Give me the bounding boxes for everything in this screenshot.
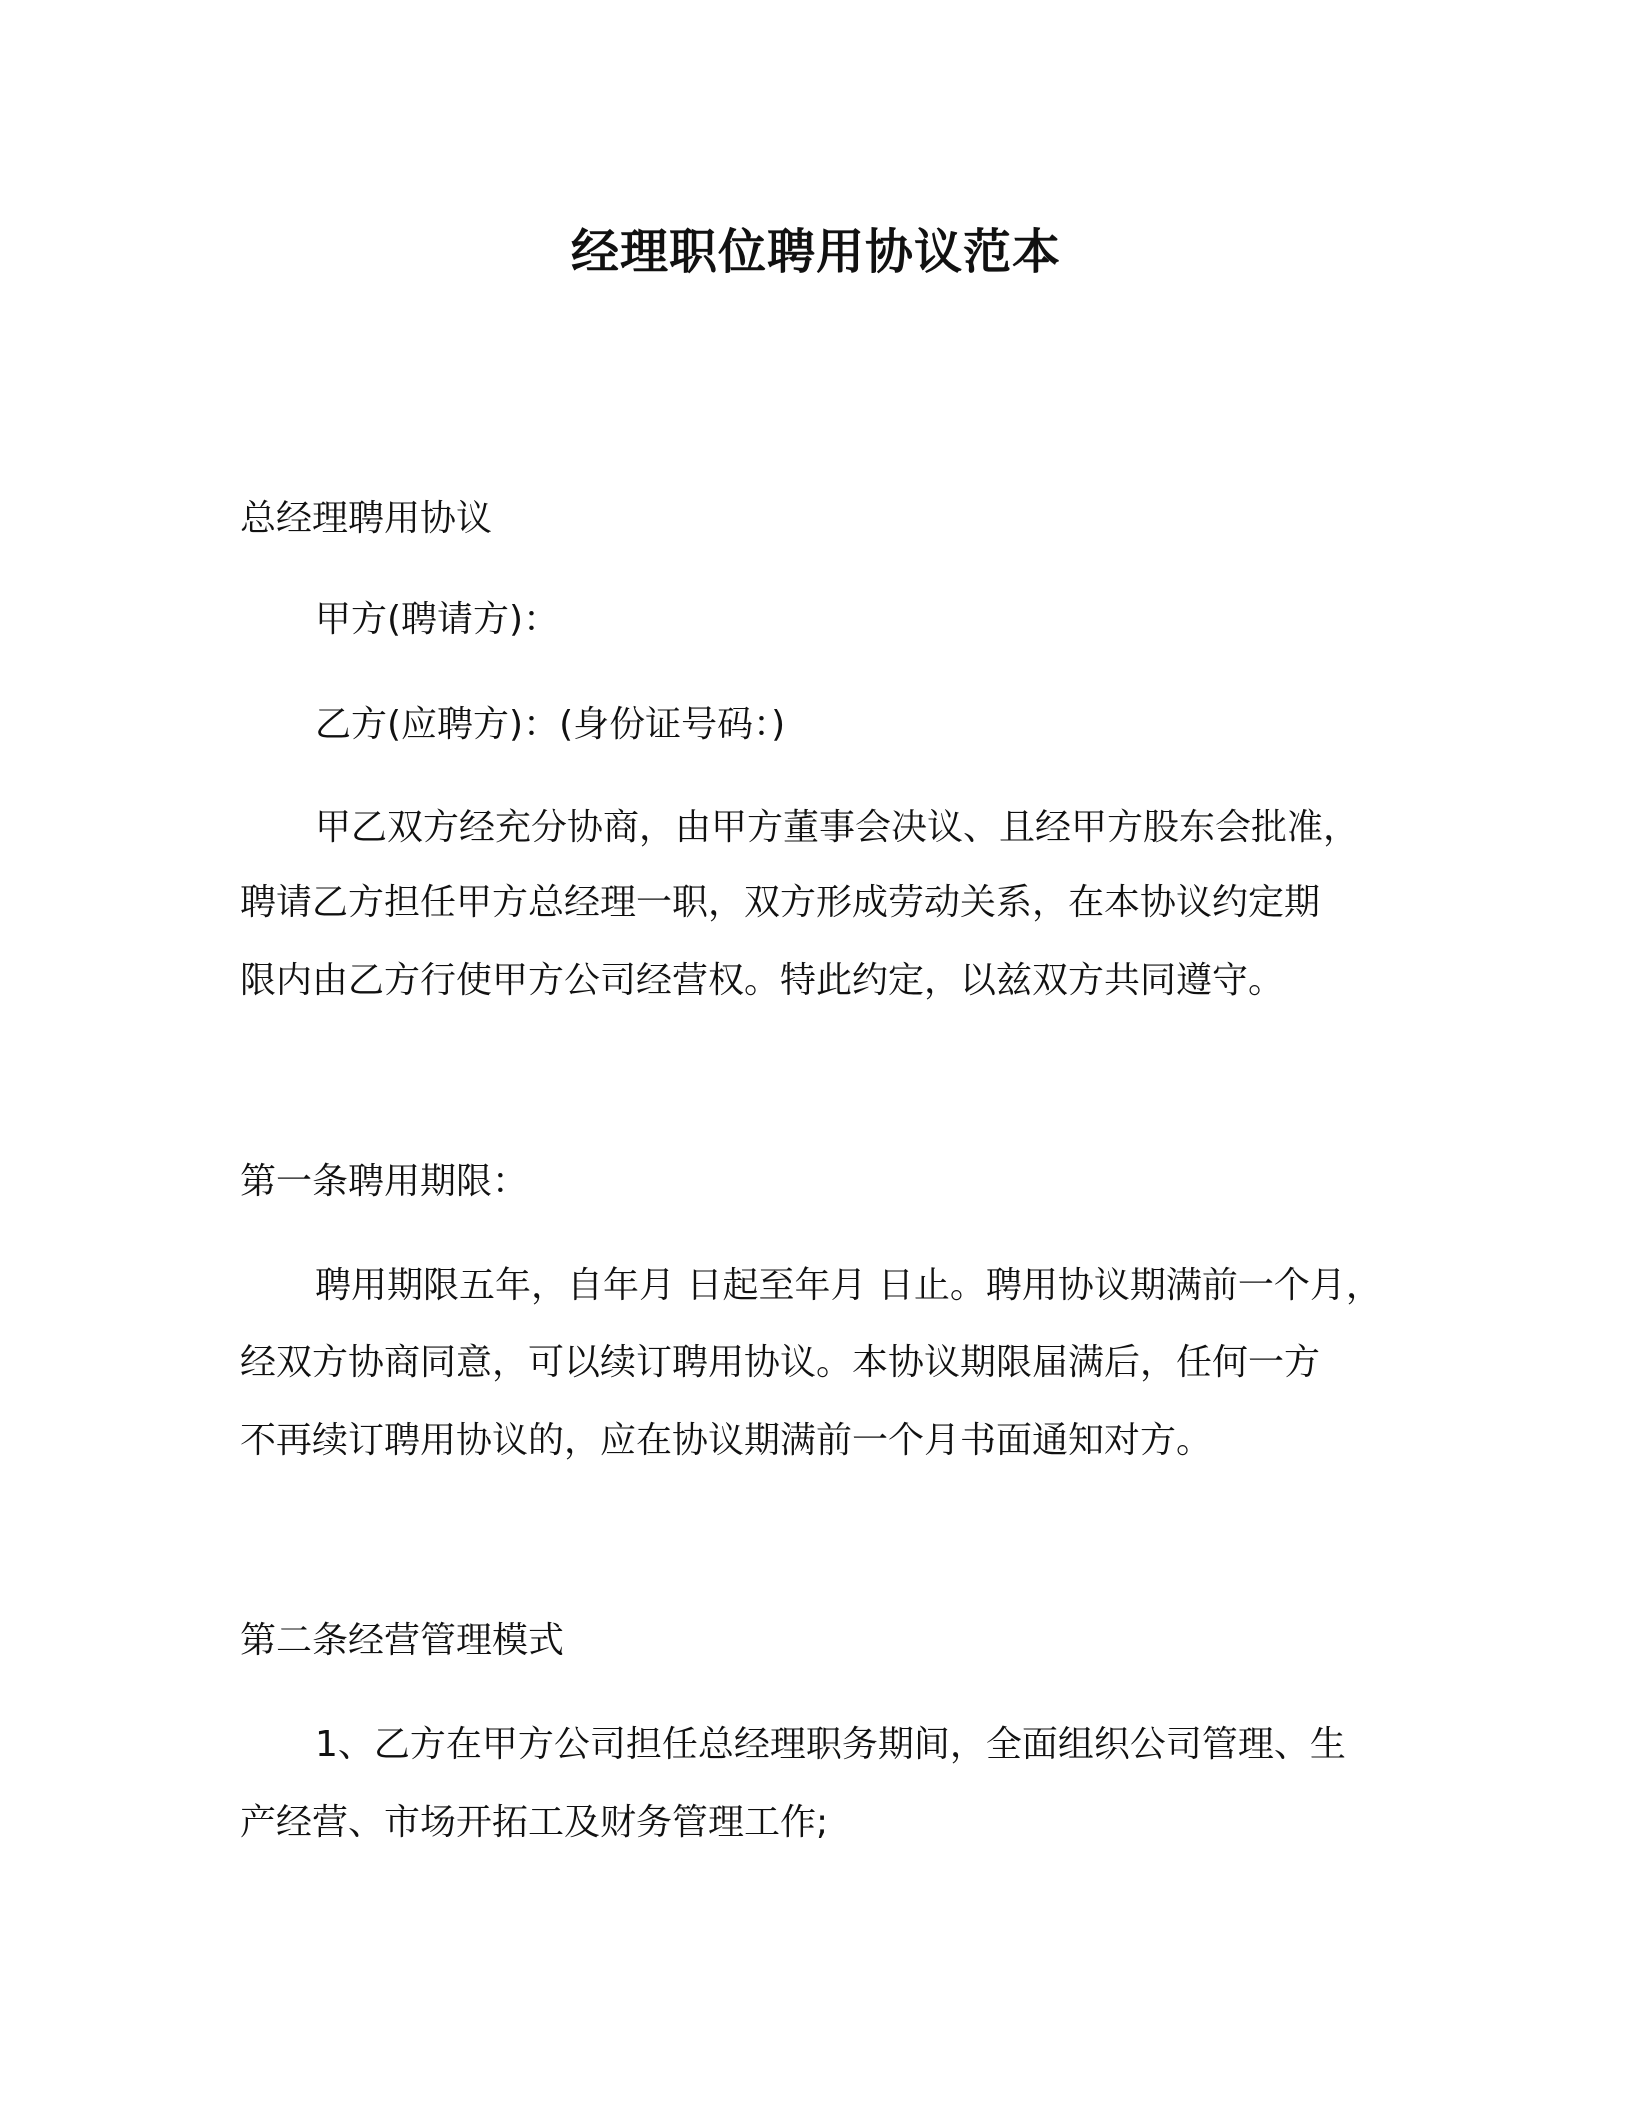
intro-line-2: 聘请乙方担任甲方总经理一职，双方形成劳动关系，在本协议约定期	[240, 882, 1321, 923]
article-1-line-2: 经双方协商同意，可以续订聘用协议。本协议期限届满后，任何一方	[240, 1342, 1321, 1383]
article-1-title: 第一条聘用期限：	[240, 1161, 529, 1202]
agreement-heading: 总经理聘用协议	[240, 498, 493, 539]
intro-line-3: 限内由乙方行使甲方公司经营权。特此约定，以兹双方共同遵守。	[240, 960, 1285, 1001]
intro-line-1: 甲乙双方经充分协商，由甲方董事会决议、且经甲方股东会批准，	[315, 807, 1360, 848]
article-1-line-1: 聘用期限五年，自年月 日起至年月 日止。聘用协议期满前一个月，	[315, 1265, 1382, 1306]
party-b-line: 乙方(应聘方)：(身份证号码：)	[315, 704, 786, 745]
article-2-title: 第二条经营管理模式	[240, 1620, 565, 1661]
article-2-item-1-line-1: 1、乙方在甲方公司担任总经理职务期间，全面组织公司管理、生	[315, 1724, 1346, 1765]
party-a-line: 甲方(聘请方)：	[315, 599, 560, 640]
article-1-line-3: 不再续订聘用协议的，应在协议期满前一个月书面通知对方。	[240, 1420, 1213, 1461]
article-2-item-1-line-2: 产经营、市场开拓工及财务管理工作;	[240, 1802, 829, 1843]
document-title: 经理职位聘用协议范本	[570, 224, 1061, 280]
